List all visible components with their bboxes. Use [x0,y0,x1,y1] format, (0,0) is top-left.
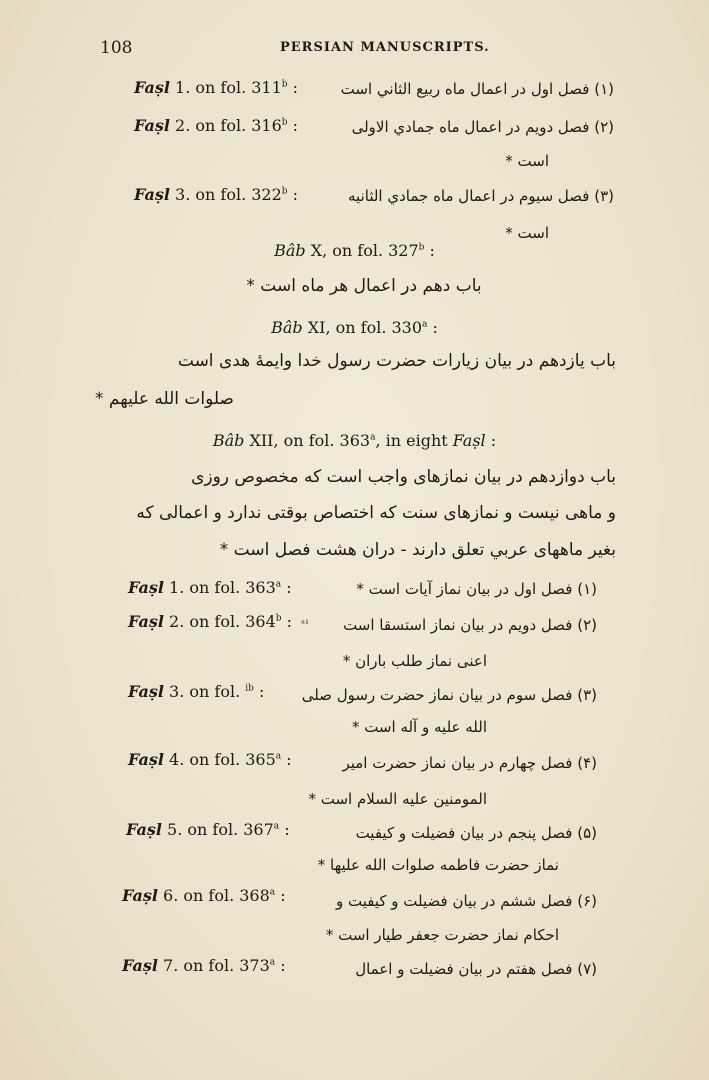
bab-12-heading: Bâb XII, on fol. 363$^a$, in eight Faṣl : [212,431,497,450]
bab-12-arabic-1: باب دوازدهم در بيان نمازهاى واجب است كه مخصوص روزى [191,467,616,487]
fasl-g5-arabic: (۵) فصل پنجم در بيان فضيلت و كيفيت [355,824,597,842]
fasl-g5-ref: Faṣl 5. on fol. 367$^a$ : [126,820,290,839]
bab-12-arabic-2: و ماهى نيست و نمازهاى سنت كه اختصاص بوقتى ندارد و اعمالى كه [136,503,616,523]
fasl-g2-ref: Faṣl 2. on fol. 364$^b$ : ᵃ¹ [128,612,309,631]
fasl-g1-arabic: (۱) فصل اول در بيان نماز آيات است * [356,580,597,598]
fasl-2-ref: Faṣl 2. on fol. 316$^b$ : [134,116,299,135]
fasl-3-arabic: (۳) فصل سيوم در اعمال ماه جمادي الثانيه [348,187,614,205]
page-header [0,38,709,60]
fasl-2-arabic: (۲) فصل دويم در اعمال ماه جمادي الاولى [351,118,614,136]
bab-11-heading: Bâb XI, on fol. 330$^a$ : [271,318,438,337]
fasl-g4-ref: Faṣl 4. on fol. 365$^a$ : [128,750,292,769]
fasl-g3-ref: Faṣl 3. on fol. $^{ib}$ : [128,682,265,701]
fasl-3-arabic-cont: است * [505,224,549,242]
fasl-1-arabic: (۱) فصل اول در اعمال ماه ربيع الثاني است [340,80,614,98]
fasl-g2-arabic-cont: اعنى نماز طلب باران * [342,652,487,670]
fasl-g7-arabic: (۷) فصل هفتم در بيان فضيلت و اعمال [355,960,597,978]
fasl-1-ref: Faṣl 1. on fol. 311$^b$ : [134,78,299,97]
fasl-g4-arabic: (۴) فصل چهارم در بيان نماز حضرت امير [342,754,597,772]
fasl-2-arabic-cont: است * [505,152,549,170]
fasl-g4-arabic-cont: المومنين عليه السلام است * [308,790,487,808]
fasl-g6-ref: Faṣl 6. on fol. 368$^a$ : [122,886,286,905]
bab-11-arabic-1: باب يازدهم در بيان زيارات حضرت رسول خدا وايمهٔ هدى است [177,351,616,371]
fasl-g3-arabic: (۳) فصل سوم در بيان نماز حضرت رسول صلى [301,686,597,704]
bab-10-heading: Bâb X, on fol. 327$^b$ : [274,241,435,260]
fasl-g6-arabic-cont: احكام نماز حضرت جعفر طيار است * [325,926,559,944]
fasl-g1-ref: Faṣl 1. on fol. 363$^a$ : [128,578,292,597]
fasl-g7-ref: Faṣl 7. on fol. 373$^a$ : [122,956,286,975]
fasl-g6-arabic: (۶) فصل ششم در بيان فضيلت و كيفيت و [336,892,597,910]
running-head: PERSIAN MANUSCRIPTS. [280,40,490,55]
bab-10-arabic: باب دهم در اعمال هر ماه است * [246,276,482,296]
fasl-g5-arabic-cont: نماز حضرت فاطمه صلوات الله عليها * [317,856,559,874]
fasl-g2-arabic: (۲) فصل دويم در بيان نماز استسقا است [343,616,597,634]
fasl-3-ref: Faṣl 3. on fol. 322$^b$ : [134,185,299,204]
bab-12-arabic-3: بغير ماههاى عربي تعلق دارند - دران هشت فصل است * [219,540,616,560]
bab-11-arabic-2: صلوات الله عليهم * [95,389,234,409]
fasl-g2-extra-mark: ᵃ¹ [301,619,309,630]
page-number: 108 [100,38,133,58]
fasl-g3-arabic-cont: الله عليه و آله است * [351,718,487,736]
